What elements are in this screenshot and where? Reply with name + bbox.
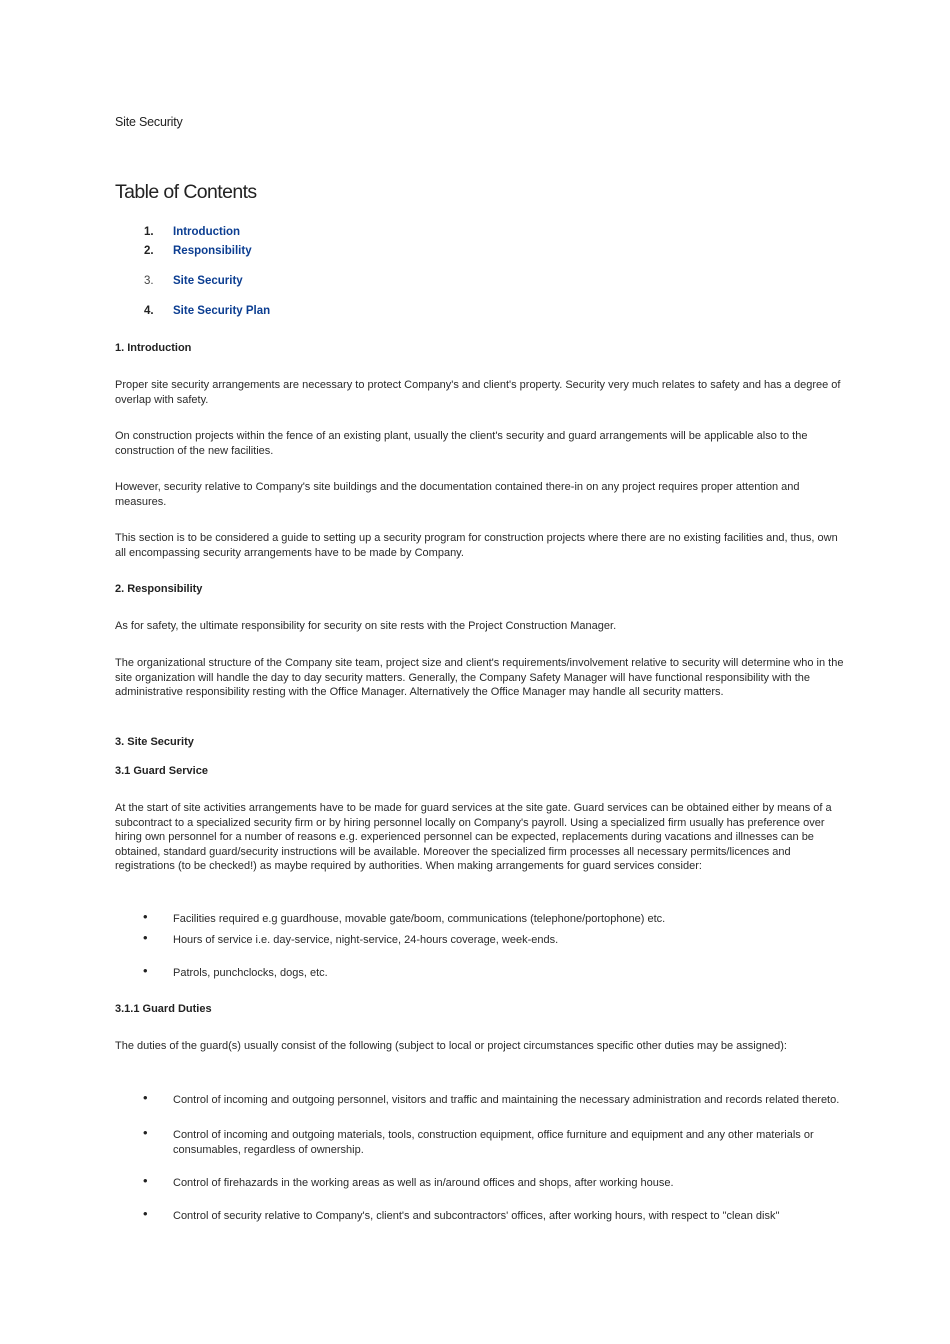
section-heading-introduction: 1. Introduction bbox=[115, 342, 192, 354]
bullet-icon: • bbox=[143, 963, 148, 978]
bullet-icon: • bbox=[143, 1090, 148, 1105]
paragraph: However, security relative to Company's site buildings and the documentation contained there-in on any project requires proper attention and measures. bbox=[115, 481, 800, 508]
subsection-heading-guard-duties: 3.1.1 Guard Duties bbox=[115, 1003, 212, 1015]
paragraph: This section is to be considered a guide to setting up a security program for construction projects where there are no existing facilities and, thus, own all encompassing security arrangements have to be made by Company. bbox=[115, 532, 838, 559]
bullet-icon: • bbox=[143, 930, 148, 945]
toc-link-site-security[interactable]: Site Security bbox=[173, 275, 243, 287]
paragraph: At the start of site activities arrangements have to be made for guard services at the site gate. Guard services can be obtained either by means of a subcontract to a specialized security firm or by hiring personnel locally on Company's payroll. Using a specialized firm usually has preference over hiring own personnel for a number of reasons e.g. experienced personnel can be expected, replacements during vacations and illnesses can be obtained, standard guard/security instructions will be available. Moreover the specialized firm processes all necessary permits/licences and registrations (to be checked!) as maybe required by authorities. When making arrangements for guard services consider: bbox=[115, 802, 832, 872]
list-item: Control of firehazards in the working areas as well as in/around offices and shops, after working house. bbox=[173, 1177, 674, 1189]
bullet-icon: • bbox=[143, 1173, 148, 1188]
toc-heading: Table of Contents bbox=[115, 181, 257, 203]
list-item: Facilities required e.g guardhouse, movable gate/boom, communications (telephone/portophone) etc. bbox=[173, 913, 666, 925]
toc-link-responsibility[interactable]: Responsibility bbox=[173, 245, 252, 257]
paragraph: On construction projects within the fence of an existing plant, usually the client's security and guard arrangements will be applicable also to the construction of the new facilities. bbox=[115, 430, 808, 457]
toc-number-1: 1. bbox=[144, 226, 154, 238]
section-heading-responsibility: 2. Responsibility bbox=[115, 583, 203, 595]
toc-link-site-security-plan[interactable]: Site Security Plan bbox=[173, 305, 271, 317]
toc-number-3: 3. bbox=[144, 275, 154, 287]
paragraph: The duties of the guard(s) usually consist of the following (subject to local or project circumstances specific other duties may be assigned): bbox=[115, 1040, 787, 1052]
bullet-icon: • bbox=[143, 1125, 148, 1140]
toc-number-4: 4. bbox=[144, 305, 154, 317]
paragraph: Proper site security arrangements are necessary to protect Company's and client's property. Security very much relates to safety and has a degree of overlap with safety. bbox=[115, 379, 841, 406]
bullet-icon: • bbox=[143, 1206, 148, 1221]
section-heading-site-security: 3. Site Security bbox=[115, 736, 194, 748]
bullet-icon: • bbox=[143, 909, 148, 924]
list-item: Control of incoming and outgoing materials, tools, construction equipment, office furniture and equipment and any other materials or consumables, regardless of ownership. bbox=[173, 1129, 814, 1156]
toc-link-introduction[interactable]: Introduction bbox=[173, 226, 241, 238]
subsection-heading-guard-service: 3.1 Guard Service bbox=[115, 765, 208, 777]
paragraph: The organizational structure of the Company site team, project size and client's requirements/involvement relative to security will determine who in the site organization will handle the day to day security matters. Generally, the Company Safety Manager will have functional responsibility with the administrative responsibility resting with the Office Manager. Alternatively the Office Manager may handle all security matters. bbox=[115, 657, 844, 698]
list-item: Control of incoming and outgoing personnel, visitors and traffic and maintaining the necessary administration and records related thereto. bbox=[173, 1094, 840, 1106]
document-title: Site Security bbox=[115, 115, 183, 129]
paragraph: As for safety, the ultimate responsibility for security on site rests with the Project Construction Manager. bbox=[115, 620, 617, 632]
toc-number-2: 2. bbox=[144, 245, 154, 257]
list-item: Control of security relative to Company's, client's and subcontractors' offices, after working hours, with respect to "clean disk" bbox=[173, 1210, 780, 1222]
list-item: Patrols, punchclocks, dogs, etc. bbox=[173, 967, 328, 979]
list-item: Hours of service i.e. day-service, night-service, 24-hours coverage, week-ends. bbox=[173, 934, 559, 946]
